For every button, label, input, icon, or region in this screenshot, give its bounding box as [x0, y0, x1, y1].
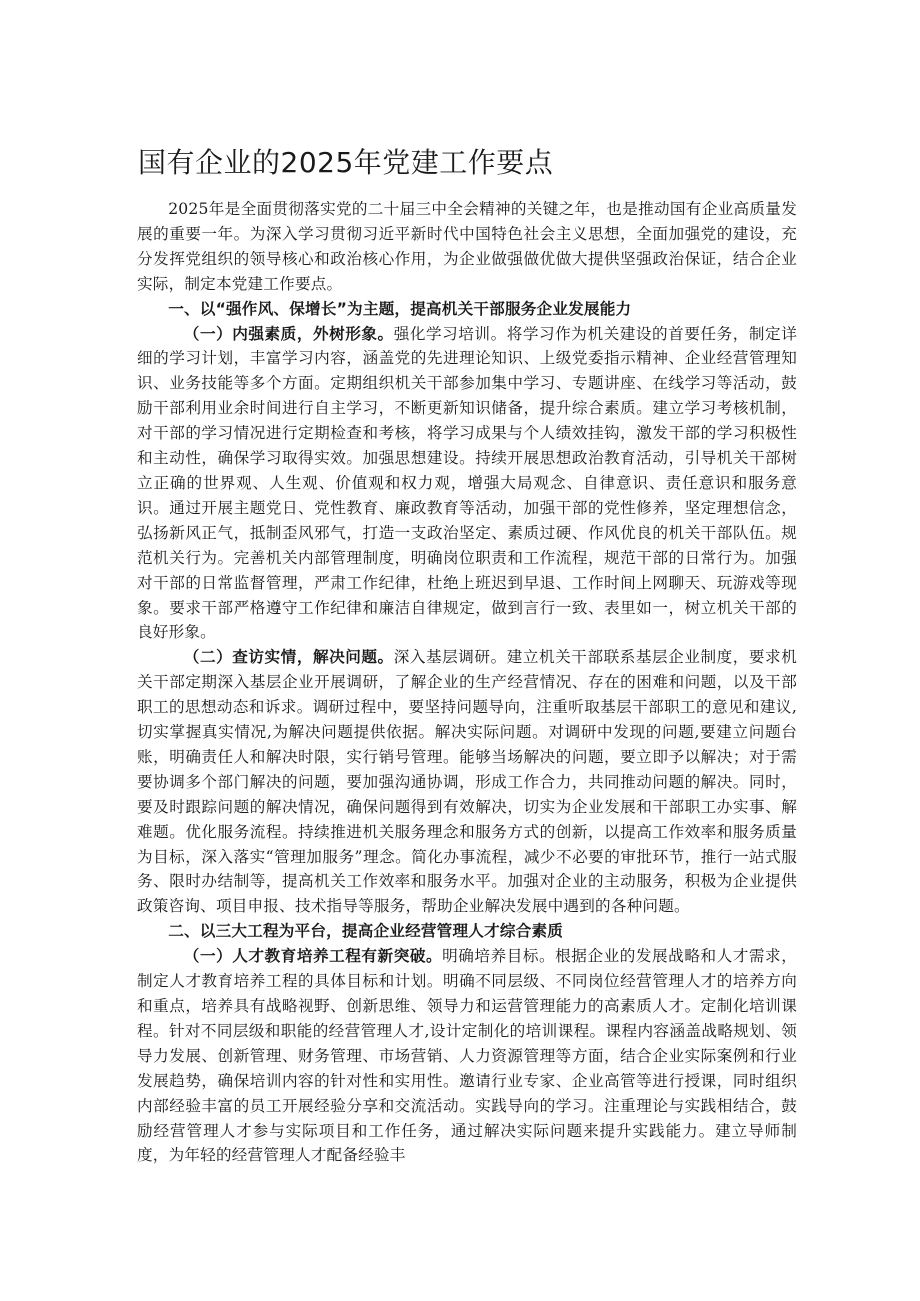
section-heading-1: 一、以“强作风、保增长”为主题，提高机关干部服务企业发展能力: [168, 299, 632, 318]
item-lead: （二）查访实情，解决问题。: [183, 648, 394, 667]
item-text: 深入基层调研。建立机关干部联系基层企业制度，要求机关干部定期深入基层企业开展调研，了解企业的生产经营情况、存在的困难和问题，以及干部职工的思想动态和诉求。调研过程中，要坚持问题导向，注重听取基层干部职工的意见和建议,切实掌握真实情况,为解决问题提供依据。解决实际问题。对调研中发现的问题,要建立问题台账，明确责任人和解决时限，实行销号管理。能够当场解决的问题，要立即予以解决；对于需要协调多个部门解决的问题，要加强沟通协调，形成工作合力，共同推动问题的解决。同时，要及时跟踪问题的解决情况，确保问题得到有效解决，切实为企业发展和干部职工办实事、解难题。优化服务流程。持续推进机关服务理念和服务方式的创新，以提高工作效率和服务质量为目标，深入落实“管理加服务”理念。简化办事流程，减少不必要的审批环节，推行一站式服务、限时办结制等，提高机关工作效率和服务水平。加强对企业的主动服务，积极为企业提供政策咨询、项目申报、技术指导等服务，帮助企业解决发展中遇到的各种问题。: [137, 648, 797, 916]
intro-paragraph: 2025年是全面贯彻落实党的二十届三中全会精神的关键之年，也是推动国有企业高质量发展的重要一年。为深入学习贯彻习近平新时代中国特色社会主义思想，全面加强党的建设，充分发挥党组织的领导核心和政治核心作用，为企业做强做优做大提供坚强政治保证，结合企业实际，制定本党建工作要点。: [137, 200, 797, 293]
section-1-item-2: [137, 645, 797, 919]
document-title: 国有企业的2025年党建工作要点: [138, 146, 554, 179]
section-2-item-1: [137, 944, 797, 1168]
section-1-item-1: [137, 322, 797, 646]
document-body: [137, 197, 797, 1168]
item-lead: （一）内强素质，外树形象。: [183, 324, 394, 343]
item-lead: （一）人才教育培养工程有新突破。: [183, 947, 443, 966]
item-text: 明确培养目标。根据企业的发展战略和人才需求，制定人才教育培养工程的具体目标和计划。明确不同层级、不同岗位经营管理人才的培养方向和重点，培养具有战略视野、创新思维、领导力和运营管理能力的高素质人才。定制化培训课程。针对不同层级和职能的经营管理人才,设计定制化的培训课程。课程内容涵盖战略规划、领导力发展、创新管理、财务管理、市场营销、人力资源管理等方面，结合企业实际案例和行业发展趋势，确保培训内容的针对性和实用性。邀请行业专家、企业高管等进行授课，同时组织内部经验丰富的员工开展经验分享和交流活动。实践导向的学习。注重理论与实践相结合，鼓励经营管理人才参与实际项目和工作任务，通过解决实际问题来提升实践能力。建立导师制度，为年轻的经营管理人才配备经验丰: [137, 947, 797, 1165]
section-heading-2: 二、以三大工程为平台，提高企业经营管理人才综合素质: [168, 922, 564, 941]
item-text: 强化学习培训。将学习作为机关建设的首要任务，制定详细的学习计划，丰富学习内容，涵盖党的先进理论知识、上级党委指示精神、企业经营管理知识、业务技能等多个方面。定期组织机关干部参加集中学习、专题讲座、在线学习等活动，鼓励干部利用业余时间进行自主学习，不断更新知识储备，提升综合素质。建立学习考核机制，对干部的学习情况进行定期检查和考核，将学习成果与个人绩效挂钩，激发干部的学习积极性和主动性，确保学习取得实效。加强思想建设。持续开展思想政治教育活动，引导机关干部树立正确的世界观、人生观、价值观和权力观，增强大局观念、自律意识、责任意识和服务意识。通过开展主题党日、党性教育、廉政教育等活动，加强干部的党性修养，坚定理想信念，弘扬新风正气，抵制歪风邪气，打造一支政治坚定、素质过硬、作风优良的机关干部队伍。规范机关行为。完善机关内部管理制度，明确岗位职责和工作流程，规范干部的日常行为。加强对干部的日常监督管理，严肃工作纪律，杜绝上班迟到早退、工作时间上网聊天、玩游戏等现象。要求干部严格遵守工作纪律和廉洁自律规定，做到言行一致、表里如一，树立机关干部的良好形象。: [137, 324, 797, 642]
